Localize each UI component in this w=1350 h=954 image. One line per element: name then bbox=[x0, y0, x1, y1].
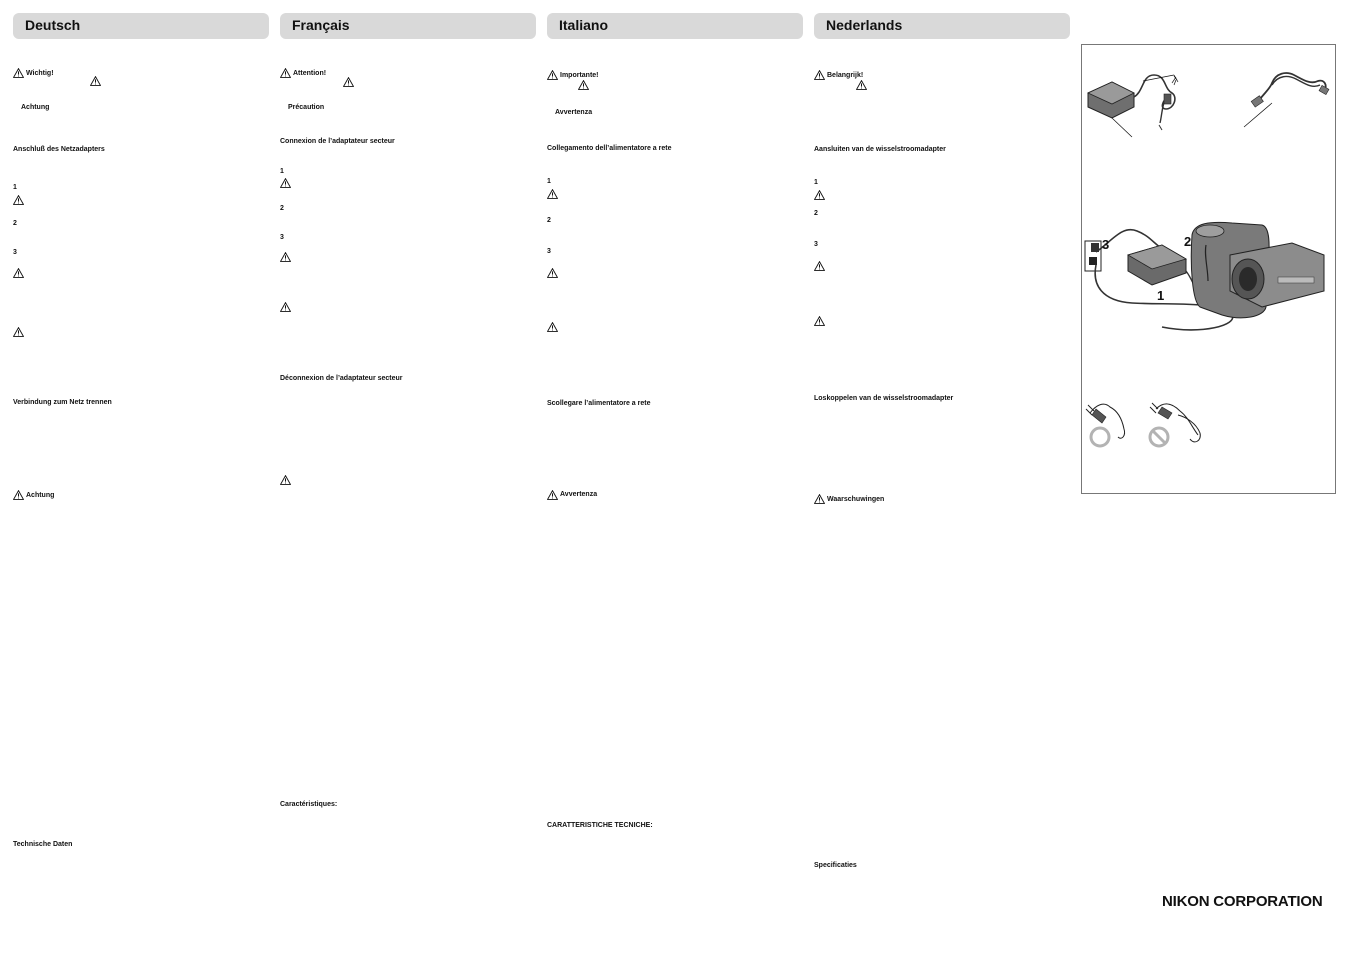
de-important: Wichtig! bbox=[26, 70, 54, 77]
illustration-svg bbox=[1082, 45, 1335, 493]
de-step-2: 2 bbox=[13, 220, 17, 227]
warning-triangle-icon bbox=[578, 80, 589, 90]
it-important: Importante! bbox=[560, 72, 599, 79]
warning-triangle-icon bbox=[814, 190, 825, 200]
nl-connect-heading: Aansluiten van de wisselstroomadapter bbox=[814, 146, 946, 153]
warning-triangle-icon bbox=[814, 316, 825, 326]
fr-disconnect-heading: Déconnexion de l’adaptateur secteur bbox=[280, 375, 403, 382]
header-nederlands: Nederlands bbox=[814, 13, 1070, 39]
de-specs-heading: Technische Daten bbox=[13, 841, 73, 848]
nl-warnings: Waarschuwingen bbox=[827, 496, 885, 503]
de-caution: Achtung bbox=[21, 104, 50, 111]
warning-triangle-icon bbox=[280, 178, 291, 188]
it-disconnect-heading: Scollegare l’alimentatore a rete bbox=[547, 400, 651, 407]
warning-triangle-icon bbox=[814, 261, 825, 271]
camera-connection-illustration bbox=[1085, 222, 1324, 330]
fr-step-1: 1 bbox=[280, 168, 284, 175]
ac-adapter-illustration bbox=[1088, 75, 1178, 137]
it-caution: Avvertenza bbox=[555, 109, 593, 116]
figure-label-3: 3 bbox=[1102, 237, 1110, 252]
header-francais: Français bbox=[280, 13, 536, 39]
warning-triangle-icon bbox=[547, 70, 558, 80]
warning-triangle-icon bbox=[343, 77, 354, 87]
it-connect-heading: Collegamento dell’alimentatore a rete bbox=[547, 145, 672, 152]
warning-triangle-icon bbox=[90, 76, 101, 86]
warning-triangle-icon bbox=[13, 68, 24, 78]
warning-triangle-icon bbox=[547, 268, 558, 278]
figure-label-2: 2 bbox=[1184, 234, 1192, 249]
warning-triangle-icon bbox=[13, 268, 24, 278]
fr-specs-heading: Caractéristiques: bbox=[280, 801, 338, 808]
power-cord-illustration bbox=[1244, 73, 1329, 127]
warning-triangle-icon bbox=[280, 68, 291, 78]
warning-triangle-icon bbox=[13, 490, 24, 500]
fr-important: Attention! bbox=[293, 70, 327, 77]
corporation-name: NIKON CORPORATION bbox=[1162, 893, 1323, 910]
warning-triangle-icon bbox=[547, 322, 558, 332]
fr-step-2: 2 bbox=[280, 205, 284, 212]
header-deutsch: Deutsch bbox=[13, 13, 269, 39]
nl-step-3: 3 bbox=[814, 241, 818, 248]
illustration-panel bbox=[1081, 44, 1336, 494]
warning-triangle-icon bbox=[13, 327, 24, 337]
warning-triangle-icon bbox=[13, 195, 24, 205]
nl-step-1: 1 bbox=[814, 179, 818, 186]
it-step-3: 3 bbox=[547, 248, 551, 255]
nl-step-2: 2 bbox=[814, 210, 818, 217]
de-disconnect-heading: Verbindung zum Netz trennen bbox=[13, 399, 112, 406]
warning-triangle-icon bbox=[547, 490, 558, 500]
header-italiano: Italiano bbox=[547, 13, 803, 39]
plug-handling-illustration bbox=[1086, 403, 1200, 446]
nl-disconnect-heading: Loskoppelen van de wisselstroomadapter bbox=[814, 395, 954, 402]
de-step-1: 1 bbox=[13, 184, 17, 191]
de-connect-heading: Anschluß des Netzadapters bbox=[13, 146, 105, 153]
warning-triangle-icon bbox=[814, 70, 825, 80]
correct-circle-icon bbox=[1091, 428, 1109, 446]
nl-specs-heading: Specificaties bbox=[814, 862, 857, 869]
warning-triangle-icon bbox=[547, 189, 558, 199]
it-step-2: 2 bbox=[547, 217, 551, 224]
warning-triangle-icon bbox=[280, 252, 291, 262]
fr-caution: Précaution bbox=[288, 104, 325, 111]
de-step-3: 3 bbox=[13, 249, 17, 256]
fr-step-3: 3 bbox=[280, 234, 284, 241]
warning-triangle-icon bbox=[856, 80, 867, 90]
it-step-1: 1 bbox=[547, 178, 551, 185]
fr-connect-heading: Connexion de l’adaptateur secteur bbox=[280, 138, 395, 145]
it-warnings: Avvertenza bbox=[560, 491, 598, 498]
figure-label-1: 1 bbox=[1157, 288, 1165, 303]
it-specs-heading: CARATTERISTICHE TECNICHE: bbox=[547, 822, 653, 829]
warning-triangle-icon bbox=[814, 494, 825, 504]
warning-triangle-icon bbox=[280, 475, 291, 485]
nl-important: Belangrijk! bbox=[827, 72, 864, 79]
de-warnings: Achtung bbox=[26, 492, 55, 499]
warning-triangle-icon bbox=[280, 302, 291, 312]
